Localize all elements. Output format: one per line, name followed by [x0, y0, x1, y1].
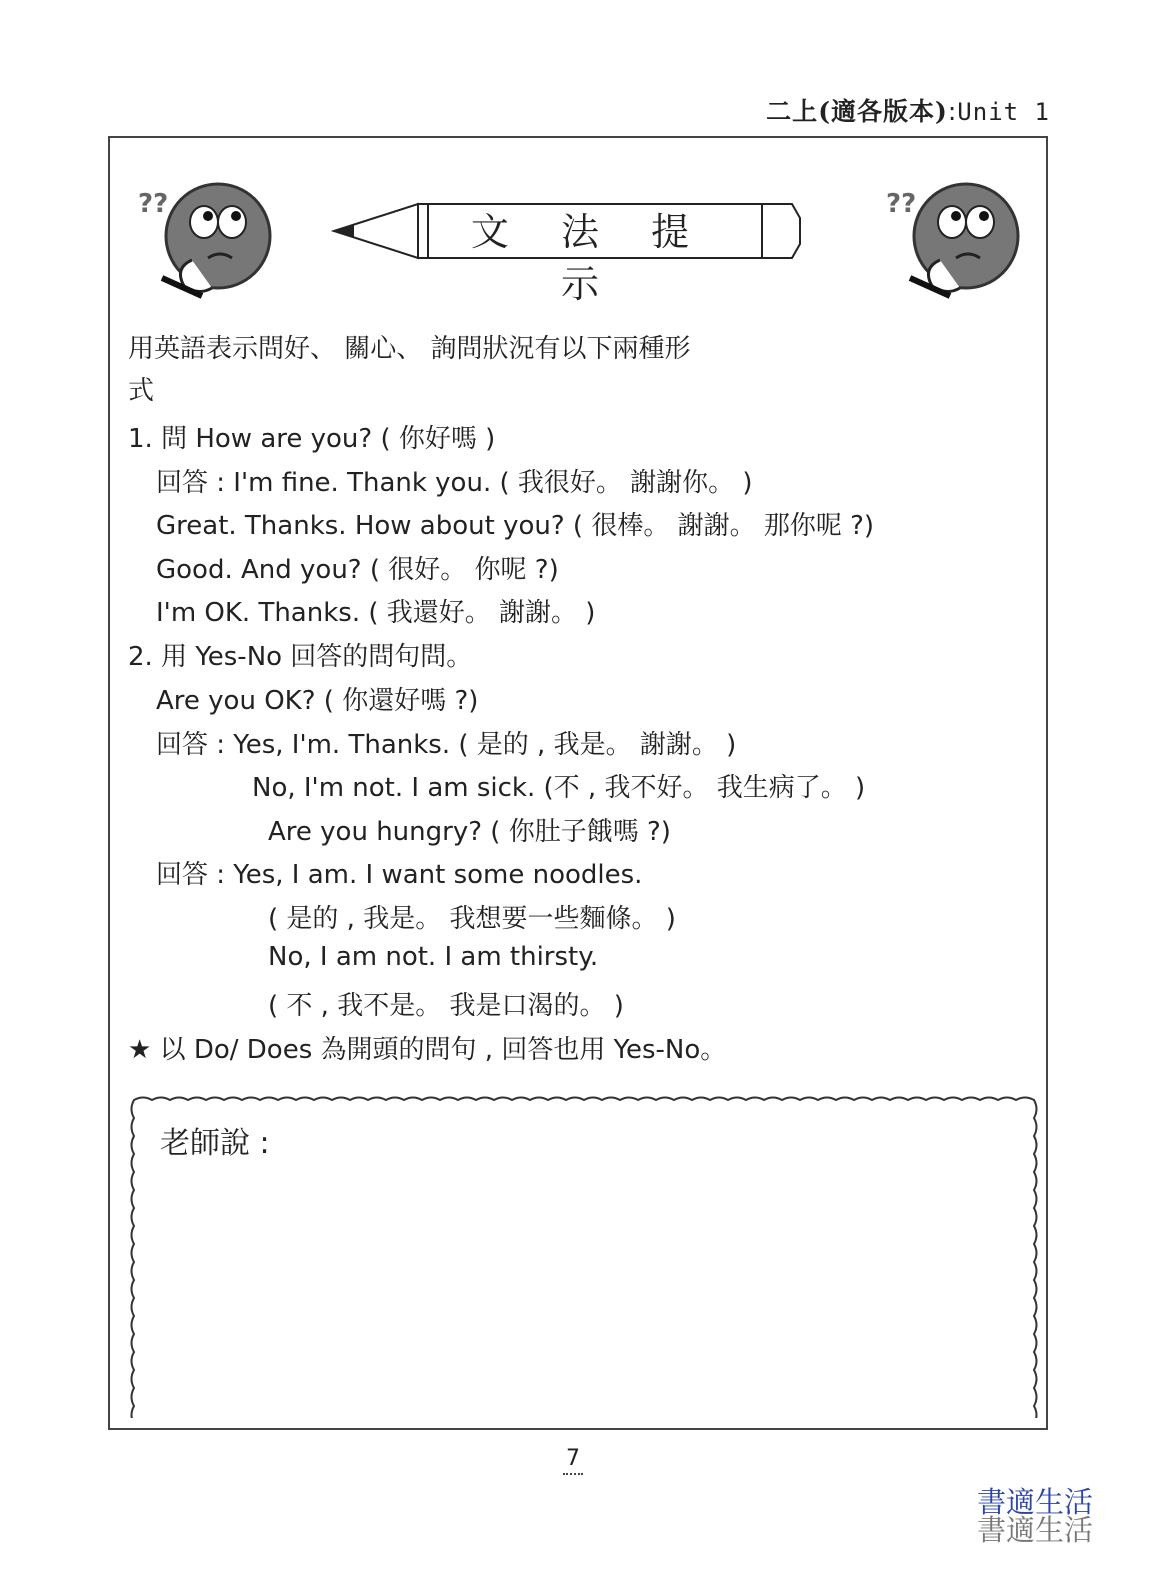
edition-label: (適各版本) [818, 97, 948, 126]
header-separator: : [947, 97, 958, 126]
text-line: ( 是的 , 我是。 我想要一些麵條。 ) [268, 904, 676, 934]
text-line: 回答 : I'm fine. Thank you. ( 我很好。 謝謝你。 ) [156, 468, 753, 498]
banner-title: 文 法 提 示 [470, 210, 710, 306]
text-line: 回答 : Yes, I am. I want some noodles. [156, 860, 643, 890]
text-line: 2. 用 Yes-No 回答的問句問。 [128, 642, 473, 672]
text-line: Are you hungry? ( 你肚子餓嗎 ?) [268, 817, 671, 847]
text-line: 用英語表示問好、 關心、 詢問狀況有以下兩種形 [128, 334, 691, 364]
text-line: 回答 : Yes, I'm. Thanks. ( 是的 , 我是。 謝謝。 ) [156, 730, 737, 760]
page-number: 7 [563, 1446, 583, 1475]
watermark-top: 書適生活 [977, 1485, 1094, 1519]
teacher-says-label: 老師說 : [160, 1126, 270, 1161]
question-marks: ?? [138, 189, 169, 219]
question-marks: ?? [886, 189, 917, 219]
page-header [766, 92, 1050, 128]
text-line: 1. 問 How are you? ( 你好嗎 ) [128, 424, 496, 454]
thinking-face-icon [132, 178, 282, 303]
text-line: Good. And you? ( 很好。 你呢 ?) [156, 555, 559, 585]
text-line: 式 [128, 376, 155, 406]
text-line: No, I'm not. I am sick. (不 , 我不好。 我生病了。 ) [252, 773, 866, 803]
text-line: Great. Thanks. How about you? ( 很棒。 謝謝。 那你呢 ?) [156, 511, 875, 541]
text-line: I'm OK. Thanks. ( 我還好。 謝謝。 ) [156, 598, 596, 628]
thinking-face-icon [880, 178, 1030, 303]
text-line: No, I am not. I am thirsty. [268, 942, 599, 972]
text-line: Are you OK? ( 你還好嗎 ?) [156, 686, 479, 716]
text-line: ( 不 , 我不是。 我是口渴的。 ) [268, 991, 624, 1021]
watermark-bottom: 書適生活 [977, 1513, 1094, 1547]
grade-label: 二上 [766, 97, 819, 126]
text-line: ★ 以 Do/ Does 為開頭的問句 , 回答也用 Yes-No。 [128, 1035, 727, 1065]
unit-label: Unit 1 [957, 98, 1050, 126]
